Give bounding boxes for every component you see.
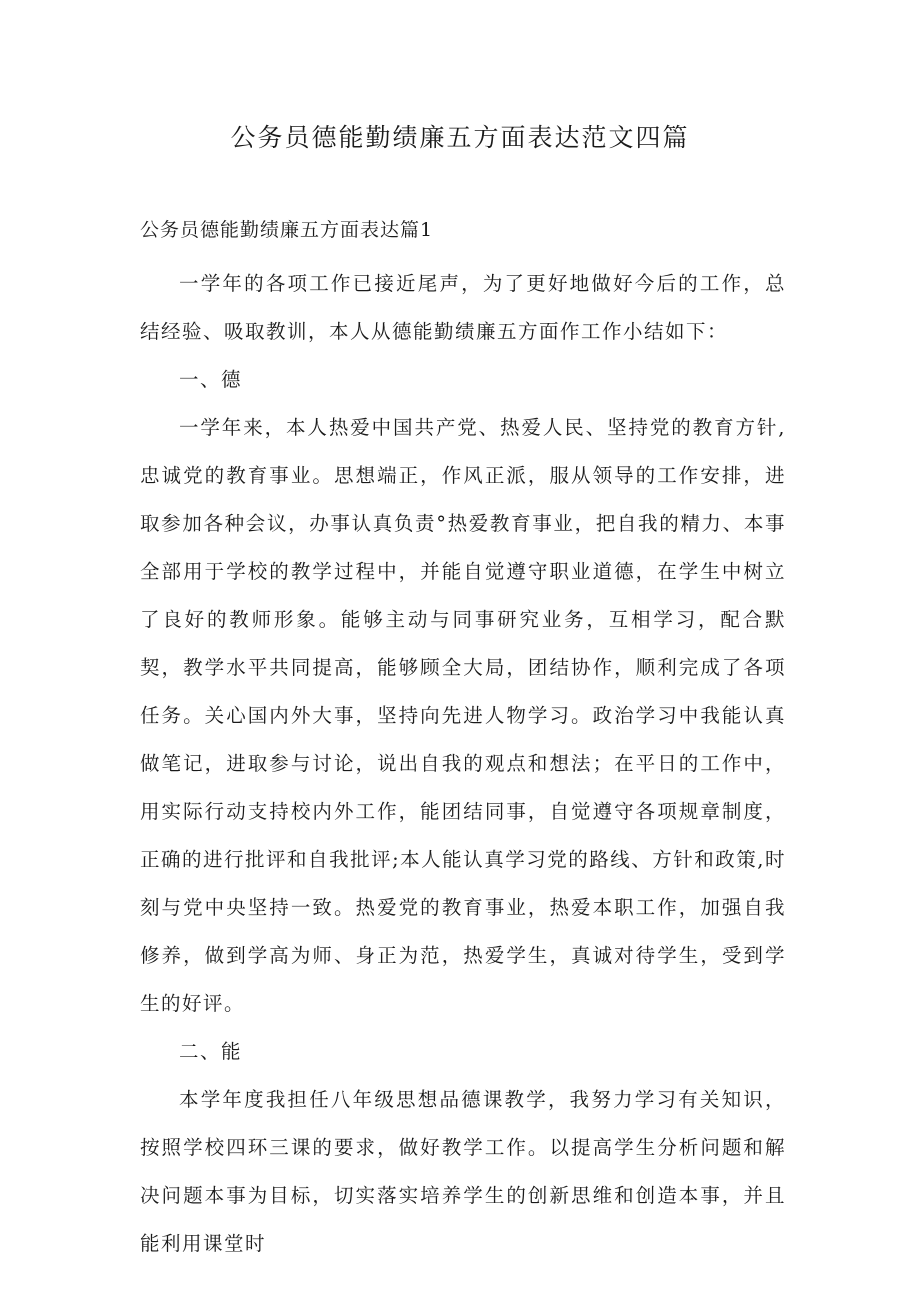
part1-heading: 一、德 — [179, 368, 243, 391]
intro-paragraph: 一学年的各项工作已接近尾声，为了更好地做好今后的工作，总结经验、吸取教训，本人从德能勤绩廉五方面作工作小结如下： — [140, 272, 786, 343]
part1-paragraph: 一学年来，本人热爱中国共产党、热爱人民、坚持党的教育方针,忠诚党的教育事业。思想端正，作风正派，服从领导的工作安排，进取参加各种会议，办事认真负责°热爱教育事业，把自我的精力、本事全部用于学校的教学过程中，并能自觉遵守职业道德，在学生中树立了良好的教师形象。能够主动与同事研究业务，互相学习，配合默契，教学水平共同提高，能够顾全大局，团结协作，顺利完成了各项任务。关心国内外大事，坚持向先进人物学习。政治学习中我能认真做笔记，进取参与讨论，说出自我的观点和想法；在平日的工作中，用实际行动支持校内外工作，能团结同事，自觉遵守各项规章制度，正确的进行批评和自我批评;本人能认真学习党的路线、方针和政策,时刻与党中央坚持一致。热爱党的教育事业，热爱本职工作，加强自我修养，做到学高为师、身正为范，热爱学生，真诚对待学生，受到学生的好评。 — [140, 416, 786, 1015]
document-title: 公务员德能勤绩廉五方面表达范文四篇 — [230, 123, 690, 152]
document-body — [140, 260, 786, 1268]
part2-heading: 二、能 — [179, 1040, 243, 1063]
section-heading: 公务员德能勤绩廉五方面表达篇1 — [140, 219, 434, 241]
part2-paragraph: 本学年度我担任八年级思想品德课教学，我努力学习有关知识，按照学校四环三课的要求，做好教学工作。以提高学生分析问题和解决问题本事为目标，切实落实培养学生的创新思维和创造本事，并且能利用课堂时 — [140, 1088, 786, 1255]
